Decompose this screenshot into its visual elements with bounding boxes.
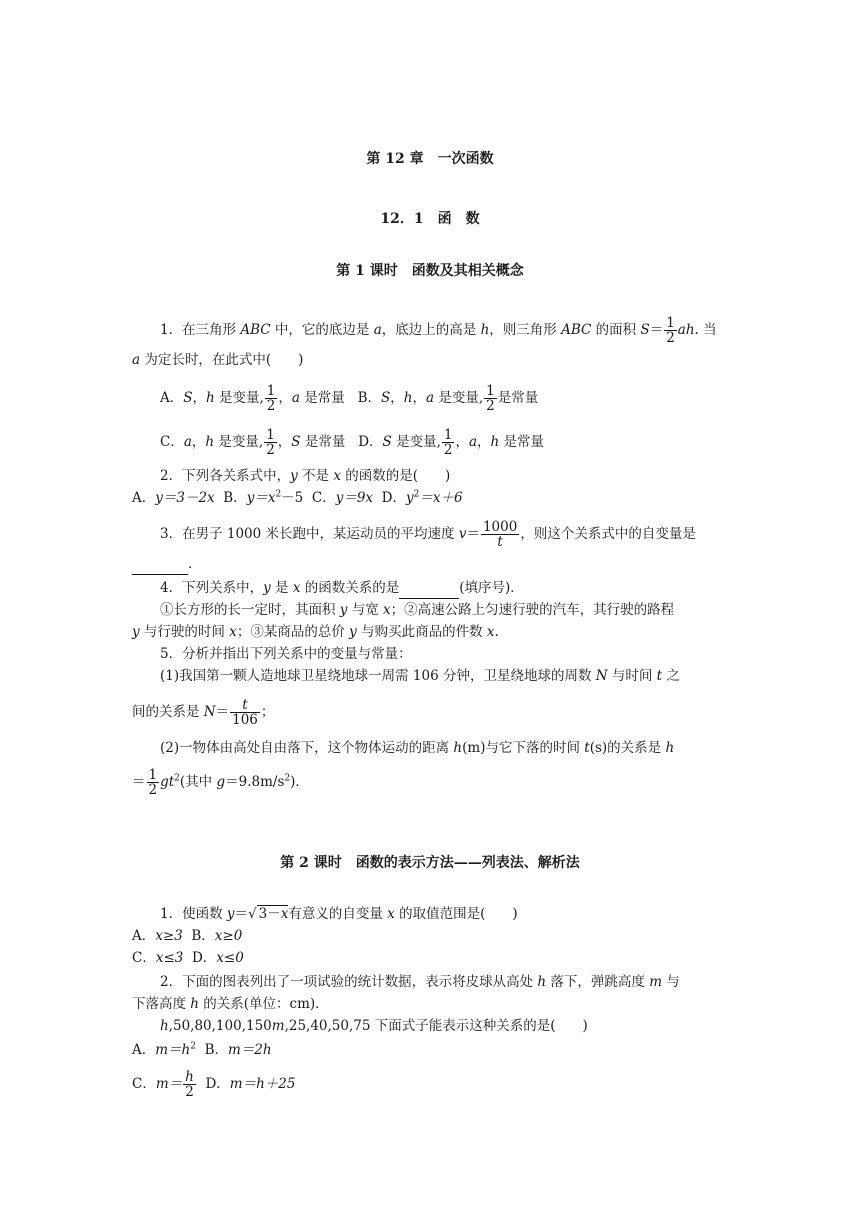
lesson-2-question-2-options-cd: [132, 1070, 732, 1099]
question-2-stem: 2．下列各关系式中，y 不是 x 的函数的是( ): [160, 468, 451, 484]
fraction-1000-over-t: $\frac{1000}{t}$: [482, 519, 518, 550]
lesson-2-question-2-data: h,50,80,100,150m,25,40,50,75 下面式子能表示这种关系的是( ): [160, 1018, 588, 1034]
question-4-item-line-1: ①长方形的长一定时，其面积 y 与宽 x；②高速公路上匀速行驶的汽车，其行驶的路程: [160, 602, 675, 618]
option-a[interactable]: A．$m=h^2$: [132, 1041, 196, 1058]
fraction-t-over-106: $\frac{t}{106}$: [232, 697, 258, 728]
lesson-2-title: 第 2 课时 函数的表示方法——列表法、解析法: [280, 855, 580, 871]
question-1-options-ab: [160, 384, 760, 413]
sqrt-symbol: √: [248, 906, 257, 922]
option-a[interactable]: A．S，h 是变量, $\frac{1}{2}$ ，a 是常量: [160, 383, 345, 414]
question-5-part-2-cont: ＝ $\frac{1}{2}$ $gt^2$(其中 $g=9.8m/s^2$)．: [132, 767, 309, 798]
lesson-2-question-1-stem: 1．使函数 y＝√ 3－x有意义的自变量 x 的取值范围是( ): [160, 906, 518, 922]
lesson-2-question-1-options-cd: [132, 948, 732, 968]
option-c[interactable]: C．x≤3: [132, 950, 184, 966]
option-d[interactable]: D．$y^2=x+6$: [381, 489, 463, 506]
lesson-2-question-2-stem-cont: 下落高度 h 的关系(单位：cm)．: [132, 996, 329, 1012]
lesson-2-question-2-stem: 2．下面的图表列出了一项试验的统计数据，表示将皮球从高处 h 落下，弹跳高度 m 与: [160, 974, 680, 990]
option-b[interactable]: B．S，h，a 是变量, $\frac{1}{2}$ 是常量: [357, 383, 539, 414]
lesson-2-question-1-options-ab: [132, 926, 732, 946]
option-b[interactable]: B．$y=x^2-5$: [223, 489, 304, 506]
option-d[interactable]: D．m＝h＋25: [205, 1076, 296, 1092]
option-d[interactable]: D．x≤0: [191, 950, 244, 966]
answer-blank[interactable]: [132, 554, 188, 575]
option-a[interactable]: A．y＝3－2x: [132, 490, 215, 506]
option-a[interactable]: A．x≥3: [132, 928, 183, 944]
option-b[interactable]: B．m＝2h: [204, 1042, 272, 1058]
question-1-stem-cont: a 为定长时，在此式中( ): [132, 352, 304, 368]
question-5-part-1-cont: 间的关系是 N＝ $\frac{t}{106}$ ；: [132, 697, 275, 728]
question-5-part-2: (2)一物体由高处自由落下，这个物体运动的距离 h(m)与它下落的时间 t(s)的关系是 h: [160, 740, 675, 756]
question-1-stem: 1．在三角形 ABC 中，它的底边是 a，底边上的高是 h，则三角形 ABC 的面积 S＝ $\frac{1}{2}$ ah. 当: [160, 315, 717, 346]
question-4-item-line-2: y 与行驶的时间 x；③某商品的总价 y 与购买此商品的件数 x.: [132, 624, 499, 640]
fraction-h-over-2: $\frac{h}{2}$: [185, 1069, 194, 1100]
option-c[interactable]: C．a，h 是变量, $\frac{1}{2}$ ，S 是常量: [160, 427, 346, 458]
question-5-stem: 5．分析并指出下列关系中的变量与常量：: [160, 646, 412, 662]
question-3-answer-line: ．: [132, 554, 732, 575]
question-2-options: [132, 488, 732, 508]
section-title: 12．1 函 数: [380, 211, 480, 227]
option-c[interactable]: C．m＝ $\frac{h}{2}$: [132, 1069, 194, 1100]
fraction-one-half: $\frac{1}{2}$: [148, 767, 158, 798]
question-1-options-cd: [160, 428, 760, 457]
question-4-stem: 4．下列关系中，y 是 x 的函数关系的是 (填序号)．: [160, 578, 760, 599]
chapter-title: 第 12 章 一次函数: [366, 151, 494, 167]
fraction-one-half: $\frac{1}{2}$: [666, 315, 675, 346]
lesson-1-title: 第 1 课时 函数及其相关概念: [336, 263, 524, 279]
radicand: 3－x: [258, 906, 289, 922]
option-d[interactable]: D．S 是变量, $\frac{1}{2}$ ，a，h 是常量: [358, 427, 545, 458]
lesson-2-question-2-options-ab: [132, 1040, 732, 1060]
question-5-part-1: (1)我国第一颗人造地球卫星绕地球一周需 106 分钟，卫星绕地球的周数 N 与时间 t 之: [160, 668, 680, 684]
question-3-stem: 3．在男子 1000 米长跑中，某运动员的平均速度 v＝ $\frac{1000}{t}$ ，则这个关系式中的自变量是: [160, 519, 696, 550]
option-b[interactable]: B．x≥0: [191, 928, 243, 944]
answer-blank[interactable]: [399, 578, 459, 599]
option-c[interactable]: C．y＝9x: [311, 490, 374, 506]
